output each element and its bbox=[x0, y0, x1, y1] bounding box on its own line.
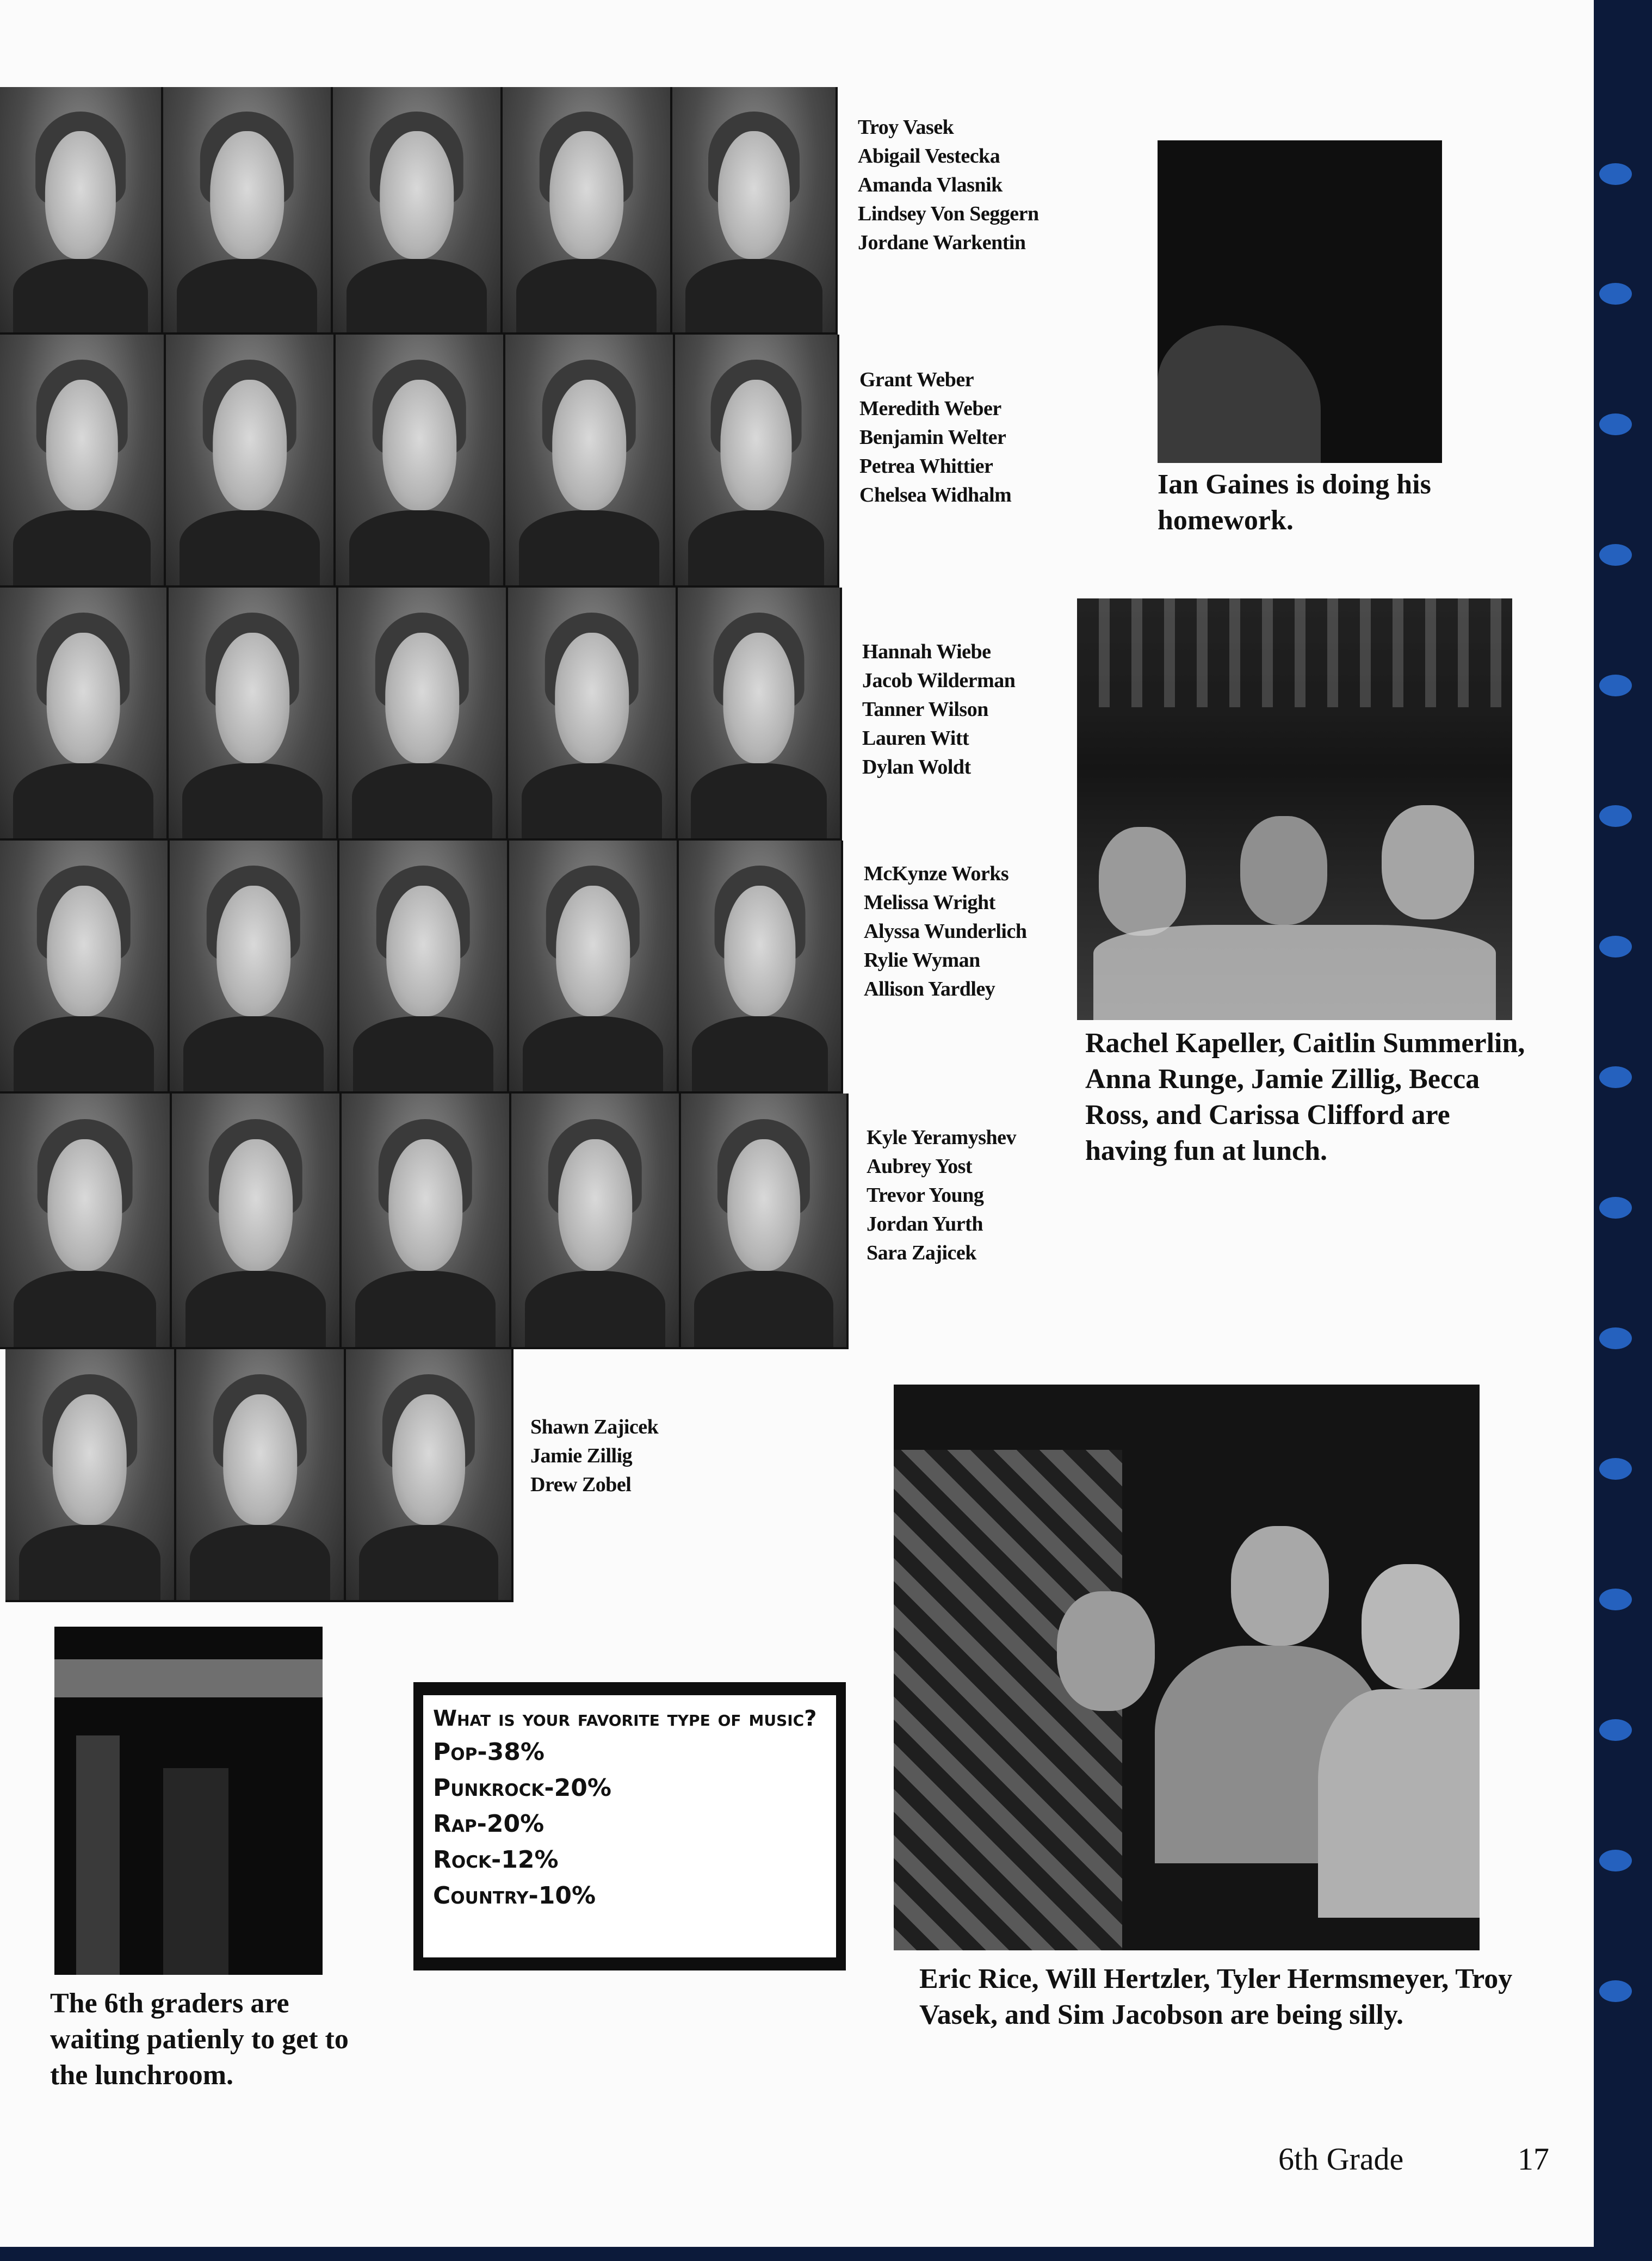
poll-item: Rap-20% bbox=[433, 1810, 545, 1838]
portrait-photo bbox=[338, 588, 508, 841]
portrait-photo bbox=[0, 841, 170, 1094]
poll-item: Punkrock-20% bbox=[433, 1774, 611, 1802]
poll-item: Country-10% bbox=[433, 1882, 596, 1910]
portrait-photo bbox=[346, 1349, 513, 1602]
portrait-photo bbox=[172, 1094, 342, 1349]
student-name: Jacob Wilderman bbox=[862, 669, 1016, 692]
poll-question: What is your favorite type of music? bbox=[433, 1706, 817, 1731]
student-name: Petrea Whittier bbox=[859, 455, 993, 478]
name-list bbox=[862, 638, 1015, 782]
student-name: Alyssa Wunderlich bbox=[864, 920, 1027, 943]
portrait-photo bbox=[505, 335, 675, 588]
portrait-photo bbox=[0, 588, 169, 841]
name-list bbox=[867, 1123, 1016, 1268]
student-name: Hannah Wiebe bbox=[862, 640, 991, 663]
student-name: Trevor Young bbox=[867, 1184, 984, 1207]
poll-item: Rock-12% bbox=[433, 1846, 559, 1874]
portrait-photo bbox=[336, 335, 505, 588]
candid-photo-ian bbox=[1158, 140, 1442, 463]
portrait-photo bbox=[681, 1094, 849, 1349]
name-list bbox=[864, 860, 1026, 1004]
portrait-photo bbox=[509, 841, 679, 1094]
student-name: Lauren Witt bbox=[862, 727, 969, 750]
portrait-photo bbox=[176, 1349, 346, 1602]
poll-item: Pop-38% bbox=[433, 1738, 545, 1766]
portrait-photo bbox=[333, 87, 503, 335]
caption-lunch: Rachel Kapeller, Caitlin Summerlin, Anna Runge, Jamie Zillig, Becca Ross, and Carissa Clifford are having fun at lunch. bbox=[1085, 1028, 1525, 1166]
student-name: Grant Weber bbox=[859, 368, 974, 391]
student-name: Jordane Warkentin bbox=[858, 231, 1026, 254]
student-name: Meredith Weber bbox=[859, 397, 1001, 420]
footer-section-title: 6th Grade bbox=[1278, 2141, 1404, 2177]
page-edge-decoration bbox=[1594, 0, 1652, 2261]
portrait-photo bbox=[166, 335, 336, 588]
candid-photo-silly bbox=[894, 1385, 1480, 1950]
student-name: Jamie Zillig bbox=[530, 1444, 633, 1467]
name-list bbox=[530, 1413, 658, 1499]
student-name: Abigail Vestecka bbox=[858, 145, 1000, 168]
name-list bbox=[859, 366, 1011, 510]
student-name: Aubrey Yost bbox=[867, 1155, 973, 1178]
portrait-photo bbox=[678, 588, 842, 841]
portrait-photo bbox=[503, 87, 672, 335]
page-number: 17 bbox=[1518, 2141, 1549, 2177]
student-name: Chelsea Widhalm bbox=[859, 484, 1012, 506]
student-name: Shawn Zajicek bbox=[530, 1416, 659, 1438]
student-name: Sara Zajicek bbox=[867, 1241, 976, 1264]
bottom-edge-decoration bbox=[0, 2247, 1652, 2261]
music-poll-box bbox=[413, 1682, 846, 1970]
student-name: Dylan Woldt bbox=[862, 756, 971, 779]
student-name: Drew Zobel bbox=[530, 1473, 632, 1496]
name-list bbox=[858, 113, 1039, 257]
caption-hallway: The 6th graders are waiting patienly to get to the lunchroom. bbox=[50, 1988, 349, 2091]
student-name: Troy Vasek bbox=[858, 116, 954, 139]
music-poll-content bbox=[423, 1695, 836, 1957]
portrait-photo bbox=[0, 335, 166, 588]
portrait-photo bbox=[679, 841, 843, 1094]
student-name: Melissa Wright bbox=[864, 891, 995, 914]
portrait-photo bbox=[170, 841, 339, 1094]
portrait-photo bbox=[169, 588, 338, 841]
student-name: Rylie Wyman bbox=[864, 949, 980, 972]
candid-photo-lunch bbox=[1077, 598, 1512, 1020]
student-name: Allison Yardley bbox=[864, 978, 995, 1000]
portrait-photo bbox=[0, 1094, 172, 1349]
student-name: Amanda Vlasnik bbox=[858, 174, 1003, 196]
portrait-photo bbox=[339, 841, 509, 1094]
portrait-photo bbox=[675, 335, 839, 588]
portrait-photo bbox=[163, 87, 333, 335]
portrait-photo bbox=[5, 1349, 176, 1602]
portrait-photo bbox=[508, 588, 678, 841]
student-name: Lindsey Von Seggern bbox=[858, 202, 1039, 225]
candid-photo-hallway bbox=[54, 1627, 323, 1975]
portrait-photo bbox=[342, 1094, 511, 1349]
portrait-photo bbox=[511, 1094, 681, 1349]
portrait-photo bbox=[672, 87, 838, 335]
student-name: McKynze Works bbox=[864, 862, 1009, 885]
caption-ian: Ian Gaines is doing his homework. bbox=[1158, 469, 1431, 536]
student-name: Jordan Yurth bbox=[867, 1213, 983, 1235]
student-name: Tanner Wilson bbox=[862, 698, 988, 721]
portrait-photo bbox=[0, 87, 163, 335]
caption-silly: Eric Rice, Will Hertzler, Tyler Hermsmeyer, Troy Vasek, and Sim Jacobson are being silly. bbox=[919, 1963, 1513, 2030]
student-name: Kyle Yeramyshev bbox=[867, 1126, 1016, 1149]
student-name: Benjamin Welter bbox=[859, 426, 1006, 449]
